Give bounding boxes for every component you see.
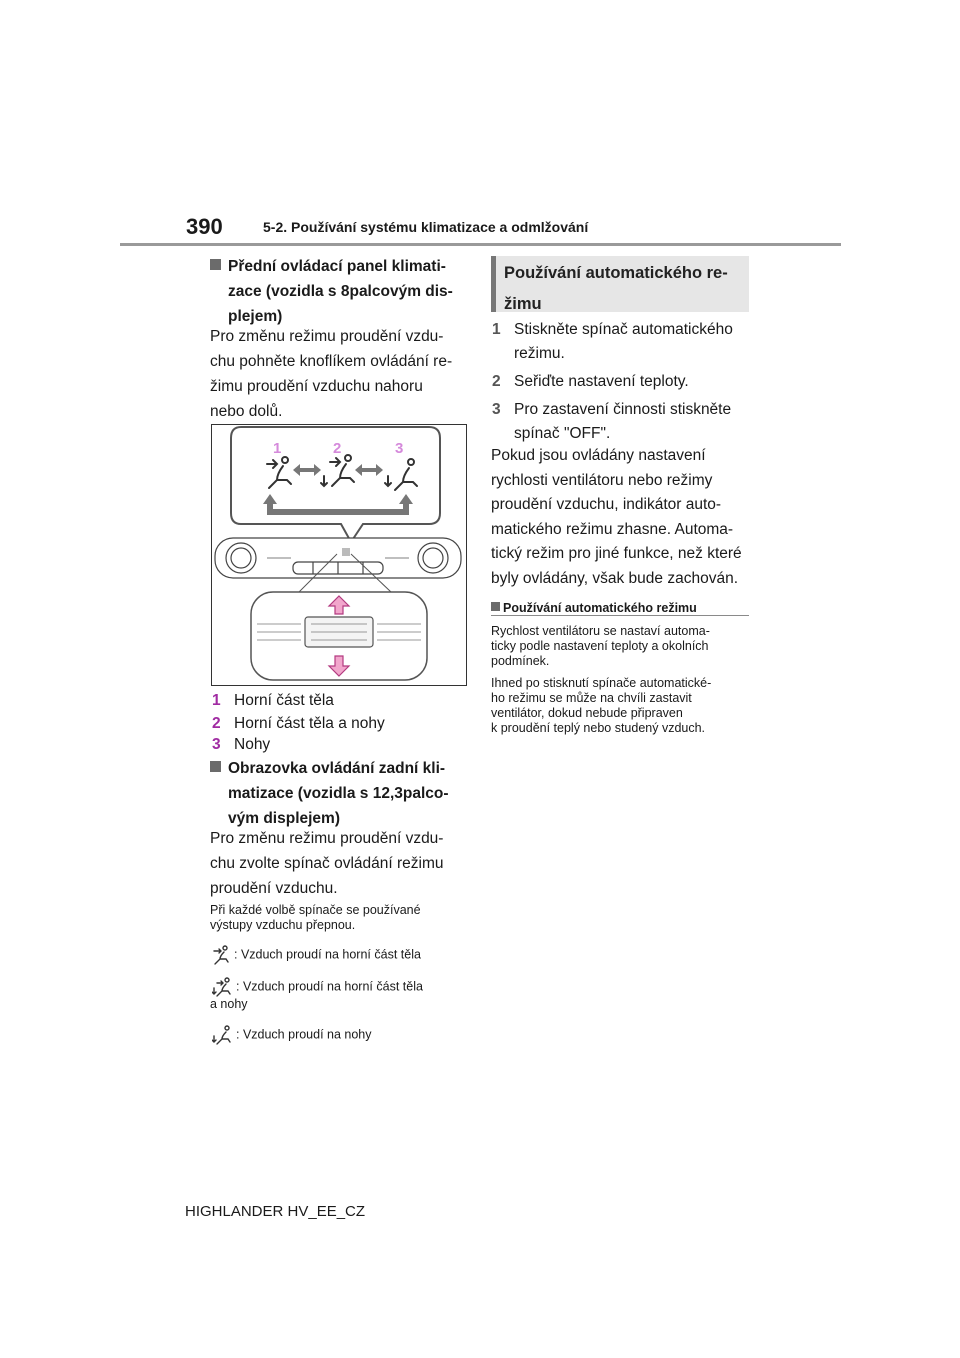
- list-item: 3 Nohy: [212, 736, 271, 753]
- list-item: 1 Horní část těla: [212, 692, 334, 709]
- section-title: 5-2. Používání systému klimatizace a odmlžování: [263, 219, 589, 235]
- square-bullet-icon: [210, 761, 221, 772]
- paragraph-front-panel: Pro změnu režimu proudění vzdu- chu pohněte knoflíkem ovládání re- žimu proudění vzduchu nahoru nebo dolů.: [210, 328, 453, 420]
- list-item: 2 Seřiďte nastavení teploty.: [492, 373, 689, 390]
- note-title: Používání automatického režimu: [491, 601, 753, 616]
- heading-rear-screen: Obrazovka ovládání zadní kli- matizace (vozidla s 12,3palco- vým displejem): [210, 756, 470, 831]
- paragraph-rear-screen: Pro změnu režimu proudění vzdu- chu zvolte spínač ovládání režimu proudění vzduchu.: [210, 830, 444, 897]
- heading-front-panel: Přední ovládací panel klimati- zace (vozidla s 8palcovým dis- plejem): [210, 254, 470, 329]
- figure-label-2: 2: [333, 440, 342, 457]
- list-item: 2 Horní část těla a nohy: [212, 715, 385, 732]
- square-bullet-icon: [491, 602, 500, 611]
- mode-upper-feet-row: : Vzduch proudí na horní část těla a nohy: [212, 977, 472, 1012]
- list-item: 1 Stiskněte spínač automatického režimu.: [492, 321, 733, 362]
- square-bullet-icon: [210, 259, 221, 270]
- figure-label-1: 1: [273, 440, 282, 457]
- auto-mode-steps: [492, 318, 752, 450]
- page-number: 390: [186, 214, 223, 239]
- note-fan-speed: Rychlost ventilátoru se nastaví automa- ticky podle nastavení teploty a okolních podmínek.: [491, 624, 710, 668]
- upper-body-mode-icon: [212, 945, 230, 965]
- feet-mode-icon: [212, 1025, 232, 1045]
- paragraph-auto-mode: Pokud jsou ovládány nastavení rychlosti ventilátoru nebo režimy proudění vzduchu, indikátor auto- matického režimu zhasne. Automa- tický režim pro jiné funkce, než které byly ovládány, však bude zachován.: [491, 447, 742, 587]
- auto-mode-banner: Používání automatického re- žimu: [491, 256, 749, 312]
- figure-label-3: 3: [395, 440, 404, 457]
- control-panel-strip: [215, 538, 461, 578]
- airflow-mode-list: [212, 690, 472, 755]
- note-switch-outlets: Při každé volbě spínače se používané výstupy vzduchu přepnou.: [210, 903, 421, 932]
- note-fan-stop: Ihned po stisknutí spínače automatické- ho režimu se může na chvíli zastavit ventilátor, dokud nebude připraven k proudění teplý nebo studený vzduch.: [491, 676, 712, 735]
- footer-model: HIGHLANDER HV_EE_CZ: [185, 1203, 366, 1220]
- upper-body-feet-mode-icon: [212, 977, 232, 997]
- mode-feet-row: : Vzduch proudí na nohy: [212, 1025, 472, 1045]
- header-rule: [120, 243, 841, 246]
- airflow-control-figure: [211, 424, 467, 686]
- mode-upper-row: : Vzduch proudí na horní část těla: [212, 945, 472, 965]
- panel-indicator: [342, 548, 350, 556]
- list-item: 3 Pro zastavení činnosti stiskněte spínač "OFF".: [492, 401, 732, 442]
